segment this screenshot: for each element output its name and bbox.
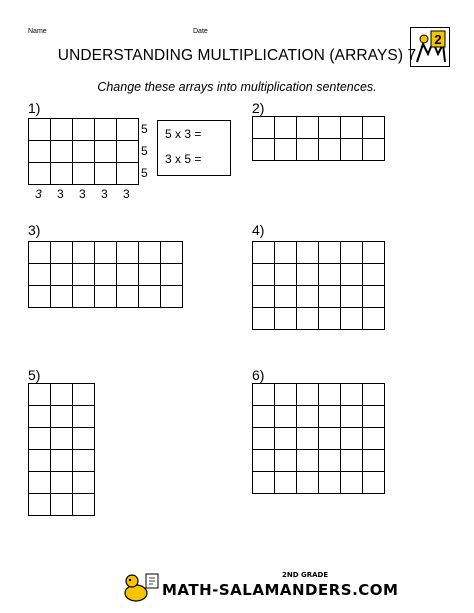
- grid-cell: [319, 139, 341, 161]
- grid-cell: [73, 264, 95, 286]
- row-count-label: 5: [141, 144, 148, 158]
- grid-cell: [363, 117, 385, 139]
- grid-cell: [29, 450, 51, 472]
- grid-cell: [253, 428, 275, 450]
- grid-cell: [297, 406, 319, 428]
- grid-cell: [117, 242, 139, 264]
- grid-cell: [319, 264, 341, 286]
- grid-cell: [139, 264, 161, 286]
- grid-cell: [275, 117, 297, 139]
- grid-cell: [297, 450, 319, 472]
- grid-cell: [275, 139, 297, 161]
- grid-cell: [253, 264, 275, 286]
- grid-cell: [73, 494, 95, 516]
- column-count-label: 3: [35, 187, 42, 201]
- grid-cell: [319, 117, 341, 139]
- array-grid-6: [252, 383, 385, 494]
- grid-cell: [253, 242, 275, 264]
- grid-cell: [275, 242, 297, 264]
- grid-cell: [161, 264, 183, 286]
- grid-cell: [319, 472, 341, 494]
- grid-cell: [253, 117, 275, 139]
- grid-cell: [51, 119, 73, 141]
- grid-cell: [29, 163, 51, 185]
- array-grid-1: [28, 118, 139, 185]
- grid-cell: [73, 450, 95, 472]
- grid-cell: [161, 242, 183, 264]
- grid-cell: [275, 472, 297, 494]
- grid-cell: [73, 406, 95, 428]
- row-count-label: 5: [141, 166, 148, 180]
- grid-cell: [319, 242, 341, 264]
- grid-cell: [319, 384, 341, 406]
- grid-cell: [253, 450, 275, 472]
- grid-cell: [51, 384, 73, 406]
- column-count-label: 3: [123, 187, 130, 201]
- grid-cell: [275, 406, 297, 428]
- grid-cell: [51, 450, 73, 472]
- array-grid-4: [252, 241, 385, 330]
- grid-cell: [95, 119, 117, 141]
- grid-cell: [117, 286, 139, 308]
- grid-cell: [95, 141, 117, 163]
- grid-cell: [319, 428, 341, 450]
- question-6-label: 6): [252, 367, 265, 383]
- grid-cell: [341, 384, 363, 406]
- grid-cell: [253, 384, 275, 406]
- grid-cell: [73, 141, 95, 163]
- grid-cell: [95, 242, 117, 264]
- grid-cell: [341, 117, 363, 139]
- grid-cell: [363, 406, 385, 428]
- grid-cell: [341, 406, 363, 428]
- grid-cell: [363, 242, 385, 264]
- grid-cell: [363, 286, 385, 308]
- grid-cell: [73, 472, 95, 494]
- grid-cell: [139, 286, 161, 308]
- grid-cell: [73, 119, 95, 141]
- grid-cell: [297, 308, 319, 330]
- grid-cell: [73, 242, 95, 264]
- grid-cell: [341, 264, 363, 286]
- grid-cell: [341, 286, 363, 308]
- grid-cell: [73, 286, 95, 308]
- grid-cell: [319, 406, 341, 428]
- grid-cell: [29, 286, 51, 308]
- grid-cell: [51, 141, 73, 163]
- grid-cell: [341, 450, 363, 472]
- grid-cell: [51, 406, 73, 428]
- grid-cell: [363, 450, 385, 472]
- grid-cell: [297, 242, 319, 264]
- grid-cell: [253, 472, 275, 494]
- grid-cell: [319, 286, 341, 308]
- grid-cell: [51, 472, 73, 494]
- grid-cell: [73, 384, 95, 406]
- grid-cell: [253, 308, 275, 330]
- grid-cell: [51, 242, 73, 264]
- column-count-label: 3: [79, 187, 86, 201]
- footer-site: MATH-SALAMANDERS.COM: [162, 581, 399, 599]
- grid-cell: [51, 494, 73, 516]
- grid-cell: [275, 428, 297, 450]
- logo-grade-digit: 2: [434, 32, 442, 47]
- question-4-label: 4): [252, 222, 265, 238]
- grid-cell: [341, 139, 363, 161]
- question-5-label: 5): [28, 367, 41, 383]
- grid-cell: [297, 286, 319, 308]
- grid-cell: [341, 472, 363, 494]
- grid-cell: [29, 472, 51, 494]
- answer-box: [157, 120, 231, 176]
- salamander-mascot-icon: [122, 571, 160, 605]
- question-3-label: 3): [28, 222, 41, 238]
- grid-cell: [51, 428, 73, 450]
- grid-cell: [29, 428, 51, 450]
- grid-cell: [117, 141, 139, 163]
- grid-cell: [319, 450, 341, 472]
- question-2-label: 2): [252, 100, 265, 116]
- grid-cell: [297, 428, 319, 450]
- grid-cell: [29, 494, 51, 516]
- grid-cell: [29, 119, 51, 141]
- footer-grade: 2ND GRADE: [282, 571, 329, 579]
- grid-cell: [341, 242, 363, 264]
- grid-cell: [29, 406, 51, 428]
- row-count-label: 5: [141, 122, 148, 136]
- grid-cell: [363, 384, 385, 406]
- column-count-label: 3: [101, 187, 108, 201]
- grid-cell: [275, 264, 297, 286]
- grid-cell: [29, 242, 51, 264]
- array-grid-5: [28, 383, 95, 516]
- page-title: UNDERSTANDING MULTIPLICATION (ARRAYS) 7: [57, 47, 417, 64]
- grid-cell: [275, 286, 297, 308]
- grid-cell: [51, 163, 73, 185]
- grid-cell: [275, 384, 297, 406]
- array-grid-3: [28, 241, 183, 308]
- grid-cell: [73, 428, 95, 450]
- grid-cell: [95, 264, 117, 286]
- instructions: Change these arrays into multiplication sentences.: [97, 80, 377, 94]
- grid-cell: [275, 450, 297, 472]
- grid-cell: [253, 286, 275, 308]
- grid-cell: [253, 139, 275, 161]
- sentence-2: 3 x 5 =: [165, 152, 202, 166]
- grid-cell: [29, 141, 51, 163]
- grid-cell: [95, 163, 117, 185]
- grid-cell: [117, 119, 139, 141]
- grid-cell: [253, 406, 275, 428]
- grid-cell: [363, 139, 385, 161]
- grid-cell: [117, 163, 139, 185]
- grid-cell: [363, 428, 385, 450]
- grid-cell: [297, 384, 319, 406]
- grid-cell: [341, 308, 363, 330]
- grid-cell: [341, 428, 363, 450]
- name-label: Name: [28, 28, 47, 35]
- grid-cell: [297, 117, 319, 139]
- grid-cell: [319, 308, 341, 330]
- grid-cell: [51, 264, 73, 286]
- grid-cell: [363, 472, 385, 494]
- sentence-1: 5 x 3 =: [165, 127, 202, 141]
- grid-cell: [161, 286, 183, 308]
- question-1-label: 1): [28, 100, 41, 116]
- grid-cell: [73, 163, 95, 185]
- grid-cell: [275, 308, 297, 330]
- grid-cell: [363, 264, 385, 286]
- footer-brand: [122, 567, 399, 607]
- grid-cell: [29, 264, 51, 286]
- grid-cell: [139, 242, 161, 264]
- grid-cell: [51, 286, 73, 308]
- date-label: Date: [193, 28, 208, 35]
- grid-cell: [363, 308, 385, 330]
- grid-cell: [297, 472, 319, 494]
- grid-cell: [29, 384, 51, 406]
- grid-cell: [297, 139, 319, 161]
- grid-cell: [297, 264, 319, 286]
- grid-cell: [95, 286, 117, 308]
- grid-cell: [117, 264, 139, 286]
- column-count-label: 3: [57, 187, 64, 201]
- array-grid-2: [252, 116, 385, 161]
